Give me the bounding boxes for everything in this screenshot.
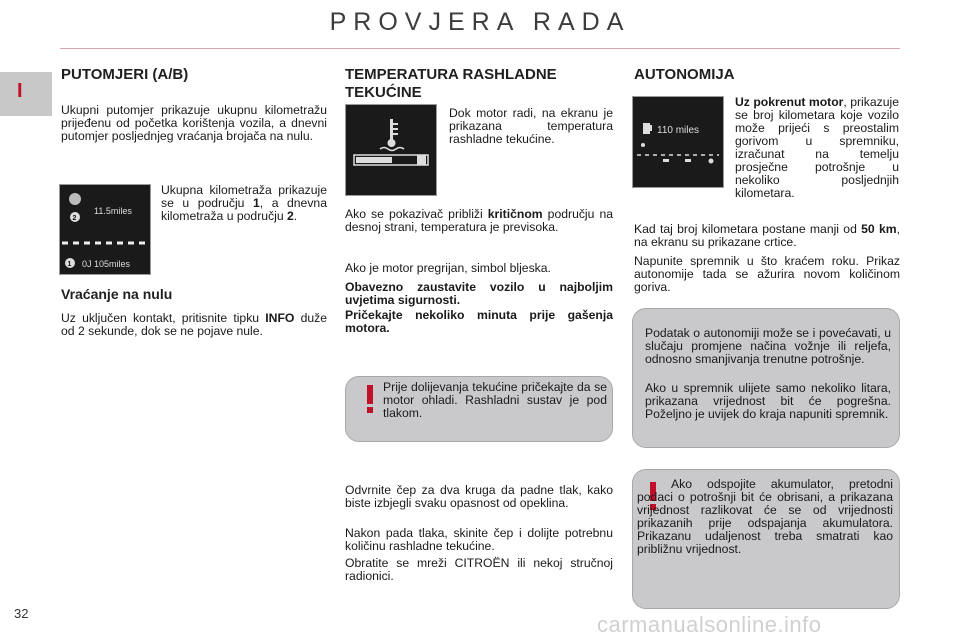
odometer-total-reading: 11.5miles [94, 206, 132, 216]
coolant-temperature-icon [380, 119, 404, 151]
range-bottom-icons [641, 143, 714, 164]
range-display-desc: Uz pokrenut motor, prikazuje se broj kilometara koje vozilo može prijeći s preostalim gorivom u spremniku, izračunat na temelju prosječne potrošnje u nekoliko posljednjih kilometara. [735, 95, 899, 200]
range-refuel-text: Napunite spremnik u što kraćem roku. Prikaz autonomije tada se ažurira novom količinom goriva. [634, 254, 900, 294]
svg-text:2: 2 [72, 215, 77, 222]
page-title: PROVJERA RADA [329, 8, 631, 36]
battery-warning-note [632, 469, 900, 609]
coolant-critical-text: Ako se pokazivač približi kritičnom području na desnoj strani, temperatura je previsoka. [345, 207, 614, 234]
section-tab [0, 72, 52, 116]
reset-text: Uz uključen kontakt, pritisnite tipku INFO duže od 2 sekunde, dok se ne pojave nule. [61, 311, 327, 338]
odometer-intro: Ukupni putomjer prikazuje ukupnu kilometražu prijeđenu od početka korištenja vozila, a dnevni putomjer posljednjeg vraćanja brojača na nulu. [61, 103, 327, 143]
info-key: INFO [265, 311, 295, 325]
page-number: 32 [14, 606, 29, 621]
coolant-stop-instruction: Obavezno zaustavite vozilo u najboljim uvjetima sigurnosti. [345, 280, 613, 307]
coolant-overheat-text: Ako je motor pregrijan, simbol bljeska. [345, 261, 551, 275]
reset-heading: Vraćanje na nulu [61, 286, 173, 302]
warning-icon [362, 385, 378, 413]
odometer-display [59, 184, 151, 275]
coolant-warning-text: Prije dolijevanja tekućine pričekajte da se motor ohladi. Rashladni sustav je pod tlakom. [383, 380, 607, 420]
range-heading: AUTONOMIJA [634, 66, 735, 83]
range-info-text-1: Podatak o autonomiji može se i povećavati, u slučaju promjene načina vožnje ili reljefa, odnosno smanjivanja trenutne potrošnje. [645, 326, 891, 366]
range-reading: 110 miles [657, 125, 700, 136]
range-info-note [632, 308, 900, 448]
battery-warning-text: Ako odspojite akumulator, pretodni podaci o potrošnji bit će obrisani, a prikazana vrijednost razlikovat će se od vrijednosti prikazanih prije odspajanja akumulatora. Prikazanu udaljenost treba smatrati kao približnu vrijednost. [637, 477, 893, 556]
odometer-display-icon [69, 193, 81, 205]
coolant-gauge-critical-zone [417, 155, 426, 165]
section-tab-label: I [17, 80, 23, 102]
range-info-text-2: Ako u spremnik ulijete samo nekoliko litara, prikazana vrijednost bit će pogrešna. Poželjno je uvijek do kraja napuniti spremnik. [645, 381, 891, 421]
watermark: carmanualsonline.info [597, 612, 822, 637]
range-dashes-text: Kad taj broj kilometara postane manji od 50 km, na ekranu su prikazane crtice. [634, 222, 901, 249]
coolant-cap-text: Odvrnite čep za dva kruga da padne tlak, kako biste izbjegli svaku opasnost od opeklina. [345, 483, 613, 510]
coolant-display-desc: Dok motor radi, na ekranu je prikazana temperatura rashladne tekućine. [449, 106, 613, 146]
coolant-display [345, 104, 437, 196]
coolant-gauge-fill [356, 157, 392, 163]
svg-text:1: 1 [67, 261, 72, 268]
coolant-refill-text: Nakon pada tlaka, skinite čep i dolijte potrebnu količinu rashladne tekućine. [345, 526, 613, 553]
coolant-warning-note [345, 376, 613, 442]
odometer-trip-reading: 0J 105miles [82, 259, 131, 269]
range-display [632, 96, 724, 188]
fuel-pump-icon [643, 123, 652, 134]
coolant-wait-instruction: Pričekajte nekoliko minuta prije gašenja motora. [345, 308, 613, 335]
title-divider [60, 48, 900, 49]
citroen-network-text: Obratite se mreži CITROËN ili nekoj stručnoj radionici. [345, 556, 613, 583]
odometer-heading: PUTOMJERI (A/B) [61, 66, 189, 83]
odometer-display-desc: Ukupna kilometraža prikazuje se u području 1, a dnevna kilometraža u području 2. [161, 183, 327, 223]
coolant-heading: TEMPERATURA RASHLADNE TEKUĆINE [345, 66, 557, 101]
